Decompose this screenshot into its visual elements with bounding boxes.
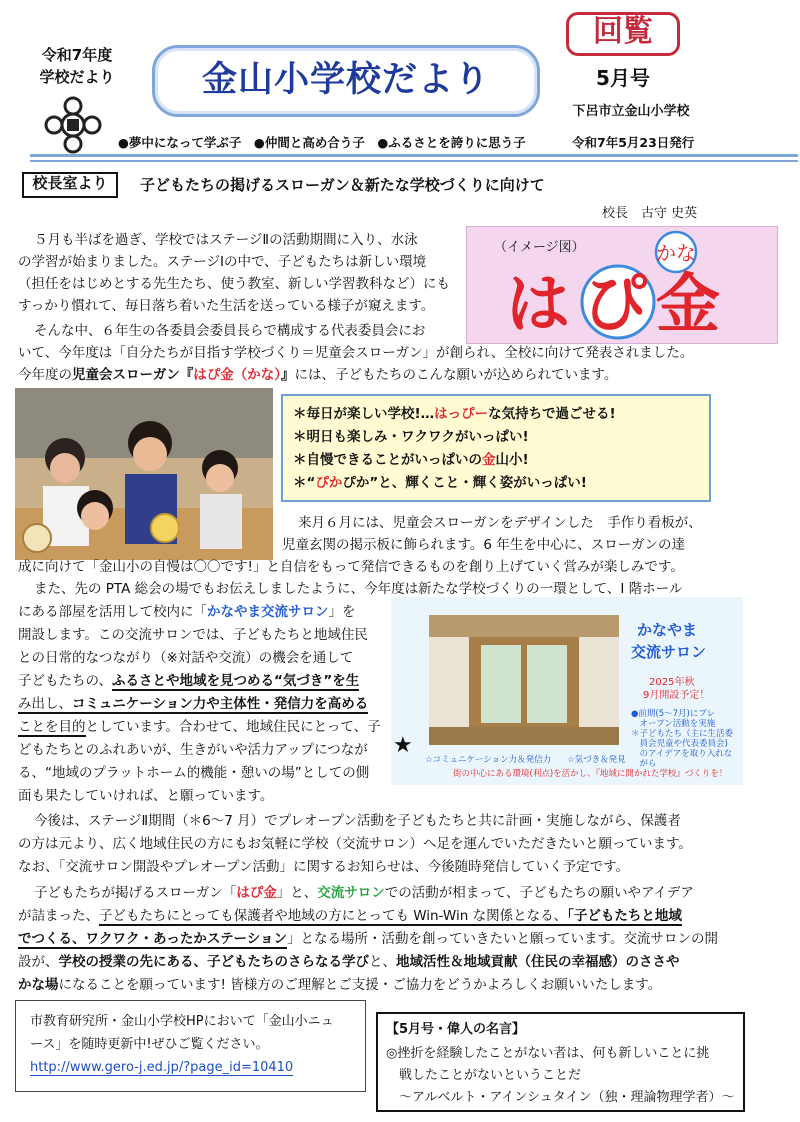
slogan-item <box>293 471 587 491</box>
text-run: ＊“ <box>293 475 316 491</box>
body-line: どもたちとのふれあいが、生きがいや活力アップにつなが <box>18 742 368 758</box>
school-name: 下呂市立金山小学校 <box>572 104 690 119</box>
emphasis-run: 「子どもたちと地域 <box>567 908 682 924</box>
slogan-item <box>293 402 616 422</box>
salon-note: オープン活動を実施 <box>631 719 716 729</box>
text-run: ＊自慢できることがいっぱいの <box>293 452 482 468</box>
slogan-item: ＊明日も楽しみ・ワクワクがいっぱい! <box>293 429 529 445</box>
text-run: 金 <box>482 452 496 468</box>
text-run: 子どもたちが掲げるスローガン「 <box>34 885 237 901</box>
salon-open: 9月開設予定！ <box>643 690 710 701</box>
body-line: の学習が始まりました。ステージⅠの中で、子どもたちは新しい環境 <box>18 254 427 270</box>
body-line: 来月６月には、児童会スローガンをデザインした 手作り看板が、 <box>298 515 702 531</box>
text-run: はっぴー <box>434 406 489 422</box>
salon-tag: ☆コミュニケーション力＆発信力 <box>425 755 552 765</box>
text-run: ぴか”と、輝くこと・輝く姿がいっぱい! <box>342 475 587 491</box>
salon-note: ●前期(5～7月)にプレ <box>631 709 716 719</box>
salon-note: ＊子どもたち（主に生活委 <box>631 729 734 739</box>
quote-heading: 【5月号・偉人の名言】 <box>386 1022 526 1037</box>
newsletter-title: 金山小学校だより <box>201 60 490 100</box>
salon-title: かなやま <box>637 621 698 639</box>
children-photo <box>15 388 273 560</box>
text-run: 山小! <box>495 452 529 468</box>
text-run: 」を <box>328 604 356 620</box>
body-line: 面も果たしていければ、と願っています。 <box>18 788 274 804</box>
pub-year: 令和7年度 <box>41 46 113 64</box>
publish-date: 令和7年5月23日発行 <box>572 135 695 150</box>
hapikane-kane: 金 <box>656 268 720 342</box>
school-mottos: ●夢中になって学ぶ子 ●仲間と高め合う子 ●ふるさとを誇りに思う子 <box>118 135 526 150</box>
text-run: と、 <box>369 954 396 970</box>
salon-illustration <box>391 597 743 785</box>
quote-line: ◎挫折を経験したことがない者は、何も新しいことに挑 <box>386 1046 710 1061</box>
salon-open: 2025年秋 <box>649 677 695 688</box>
hapikane-caption: （イメージ図） <box>494 240 585 255</box>
text-run: にある部屋を活用して校内に「 <box>18 604 207 620</box>
body-line <box>18 601 356 624</box>
body-line <box>18 716 381 739</box>
body-line: る、“地域のプラットホーム的機能・憩いの場”としての側 <box>18 765 370 781</box>
body-line <box>18 928 718 951</box>
body-line: また、先の PTA 総会の場でもお伝えしましたように、今年度は新たな学校づくりの一環として、Ⅰ 階ホール <box>34 581 683 597</box>
slogan-name: はぴ金 <box>236 885 277 901</box>
website-notice-line: 市教育研究所・金山小学校HPにおいて「金山小ニュ <box>30 1014 334 1029</box>
body-line: そんな中、６年生の各委員会委員長らで構成する代表委員会にお <box>34 323 426 339</box>
body-line <box>18 905 682 928</box>
publication-label <box>32 44 122 88</box>
body-line <box>18 951 680 974</box>
slogan-label: 児童会スローガン『 <box>72 367 194 383</box>
body-line <box>34 882 694 905</box>
quote-line: 戦したことがないということだ <box>386 1068 582 1083</box>
body-line: すっかり慣れて、毎日落ち着いた生活を送っている様子が窺えます。 <box>18 298 435 314</box>
salon-room-photo <box>429 615 619 745</box>
text-run: 』 <box>280 367 295 383</box>
emphasis-run: でつくる、ワクワク・あったかステーション <box>18 931 288 947</box>
body-line: 成に向けて「金山小の自慢は〇〇です!」と自信をもって発信できるものを創り上げていく営みが楽しみです。 <box>18 559 684 575</box>
text-run: ことを目的 <box>18 719 86 735</box>
body-line: なお、「交流サロン開設やプレオープン活動」に関するお知らせは、今後随時発信していく予定です。 <box>18 859 630 875</box>
slogan-item <box>293 448 529 468</box>
text-run: 子どもたちにとっても保護者や地域の方にとっても Win-Win な関係となる、 <box>99 908 568 924</box>
text-run: 今年度の <box>18 367 72 383</box>
salon-tag: ☆気づき＆発見 <box>567 755 626 765</box>
issue-number: 5月号 <box>596 66 650 90</box>
body-line <box>18 693 368 716</box>
text-run: 」となる場所・活動を創っていきたいと願っています。交流サロンの開 <box>287 931 718 947</box>
hapikane-ha: は <box>506 268 570 342</box>
body-line <box>18 364 617 387</box>
header-divider <box>30 154 798 157</box>
emphasis-run: かな場 <box>18 977 59 993</box>
salon-title: 交流サロン <box>631 643 707 661</box>
emphasis-run: 地域活性＆地域貢献（住民の幸福感）のささや <box>396 954 680 970</box>
child-icon: ★ <box>393 733 413 758</box>
section-label: 校長室より <box>32 174 108 192</box>
body-line <box>18 670 359 693</box>
salon-name: 交流サロン <box>317 885 385 901</box>
text-run: での活動が相まって、子どもたちの願いやアイデア <box>384 885 694 901</box>
quote-attribution: ～アルベルト・アインシュタイン（独・理論物理学者）～ <box>386 1090 735 1105</box>
text-run: 設が、 <box>18 954 59 970</box>
text-run: としています。合わせて、地域住民にとって、子 <box>85 719 381 735</box>
text-run: ＊毎日が楽しい学校!… <box>293 406 435 422</box>
text-run: み出し、 <box>18 696 72 712</box>
salon-notes <box>631 709 733 769</box>
body-line: ５月も半ばを過ぎ、学校ではステージⅡの活動期間に入り、水泳 <box>34 232 418 248</box>
website-url[interactable]: http://www.gero-j.ed.jp/?page_id=10410 <box>30 1060 294 1075</box>
body-line: との日常的なつながり（※対話や交流）の機会を通して <box>18 650 354 666</box>
body-line: 開設します。この交流サロンでは、子どもたちと地域住民 <box>18 627 368 643</box>
circulation-stamp: 回覧 <box>593 14 653 49</box>
hapikane-pi: ぴ <box>583 268 647 342</box>
slogan-name: はぴ金（かな） <box>193 367 281 383</box>
body-line <box>18 974 661 997</box>
body-line: の方は元より、広く地域住民の方にもお気軽に学校（交流サロン）へ足を運んでいただきたいと願っています。 <box>18 836 692 852</box>
salon-note: のアイデアを取り入れな <box>631 749 733 759</box>
pub-type: 学校だより <box>39 68 115 86</box>
salon-note: がら <box>631 759 657 769</box>
hapikane-ruby: かな <box>656 243 696 265</box>
emphasis-run: ふるさとや地域を見つめる“気づき”を生 <box>111 673 360 689</box>
text-run: には、子どもたちのこんな願いが込められています。 <box>294 367 618 383</box>
text-run: ぴか <box>315 475 343 491</box>
body-line: （担任をはじめとする先生たち、使う教室、新しい学習教科など）にも <box>18 276 450 292</box>
website-notice-line: ース」を随時更新中!ぜひご覧ください。 <box>30 1037 269 1052</box>
emphasis-run: 学校の授業の先にある、子どもたちのさらなる学び <box>58 954 369 970</box>
body-line: いて、今年度は「自分たちが目指す学校づくり＝児童会スローガン」が創られ、全校に向けて発表されました。 <box>18 345 694 361</box>
emphasis-run: コミュニケーション力や主体性・発信力を高める <box>72 696 369 712</box>
salon-footer: 街の中心にある環境(利点)を活かし、『地域に開かれた学校』づくりを！ <box>453 769 728 779</box>
text-run: 子どもたちの、 <box>18 673 112 689</box>
website-link[interactable] <box>30 1056 293 1079</box>
text-run: な気持ちで過ごせる! <box>488 406 616 422</box>
text-run: 」と、 <box>276 885 318 901</box>
body-line: 児童玄関の掲示板に飾られます。6 年生を中心に、スローガンの達 <box>282 537 686 553</box>
school-emblem-icon <box>40 92 106 158</box>
text-run: になることを願っています! 皆様方のご理解とご支援・ご協力をどうかよろしくお願いいたします。 <box>58 977 662 993</box>
body-line: 今後は、ステージⅡ期間（＊6～7 月）でプレオープン活動を子どもたちと共に計画・実施しながら、保護者 <box>34 813 681 829</box>
author-line: 校長 古守 史英 <box>602 206 698 221</box>
salon-name: かなやま交流サロン <box>207 604 329 620</box>
text-run: が詰まった、 <box>18 908 99 924</box>
salon-note: 員会児童や代表委員会) <box>631 739 728 749</box>
hapikane-logo <box>466 226 778 344</box>
header-divider-thin <box>30 160 798 162</box>
section-title: 子どもたちの掲げるスローガン＆新たな学校づくりに向けて <box>140 176 545 194</box>
